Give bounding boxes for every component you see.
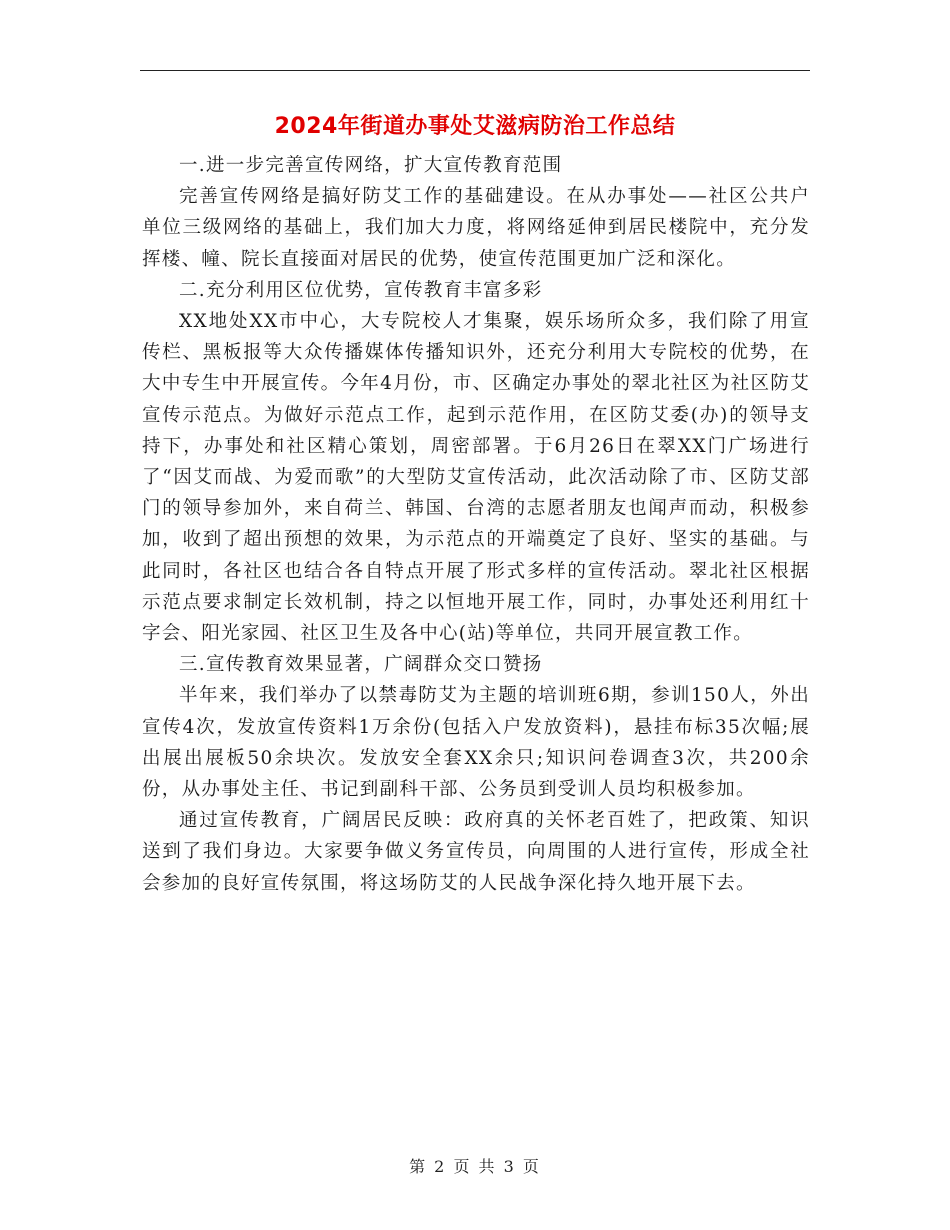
paragraph-1: 完善宣传网络是搞好防艾工作的基础建设。在从办事处——社区公共户单位三级网络的基础上，我们加大力度，将网络延伸到居民楼院中，充分发挥楼、幢、院长直接面对居民的优势，使宣传范围更加广泛和深化。 — [142, 186, 810, 270]
document-title: 2024年街道办事处艾滋病防治工作总结 — [274, 114, 676, 139]
paragraph-3: 半年来，我们举办了以禁毒防艾为主题的培训班6期，参训150人，外出宣传4次，发放宣传资料1万余份(包括入户发放资料)，悬挂布标35次幅;展出展出展板50余块次。发放安全套XX余只;知识问卷调查3次，共200余份，从办事处主任、书记到副科干部、公务员到受训人员均积极参加。 — [142, 685, 810, 801]
document-body — [142, 150, 810, 899]
section-heading-1: 一.进一步完善宣传网络，扩大宣传教育范围 — [179, 155, 563, 176]
paragraph-2: XX地处XX市中心，大专院校人才集聚，娱乐场所众多，我们除了用宣传栏、黑板报等大众传播媒体传播知识外，还充分利用大专院校的优势，在大中专生中开展宣传。今年4月份，市、区确定办事处的翠北社区为社区防艾宣传示范点。为做好示范点工作，起到示范作用，在区防艾委(办)的领导支持下，办事处和社区精心策划，周密部署。于6月26日在翠XX门广场进行了“因艾而战、为爱而歌”的大型防艾宣传活动，此次活动除了市、区防艾部门的领导参加外，来自荷兰、韩国、台湾的志愿者朋友也闻声而动，积极参加，收到了超出预想的效果，为示范点的开端奠定了良好、坚实的基础。与此同时，各社区也结合各自特点开展了形式多样的宣传活动。翠北社区根据示范点要求制定长效机制，持之以恒地开展工作，同时，办事处还利用红十字会、阳光家园、社区卫生及各中心(站)等单位，共同开展宣教工作。 — [142, 311, 810, 645]
header-rule — [140, 70, 810, 71]
page-number: 第 2 页 共 3 页 — [409, 1157, 541, 1176]
section-heading-3: 三.宣传教育效果显著，广阔群众交口赞扬 — [179, 654, 543, 676]
paragraph-4: 通过宣传教育，广阔居民反映：政府真的关怀老百姓了，把政策、知识送到了我们身边。大家要争做义务宣传员，向周围的人进行宣传，形成全社会参加的良好宣传氛围，将这场防艾的人民战争深化持久地开展下去。 — [142, 810, 810, 894]
section-heading-2: 二.充分利用区位优势，宣传教育丰富多彩 — [179, 279, 543, 301]
